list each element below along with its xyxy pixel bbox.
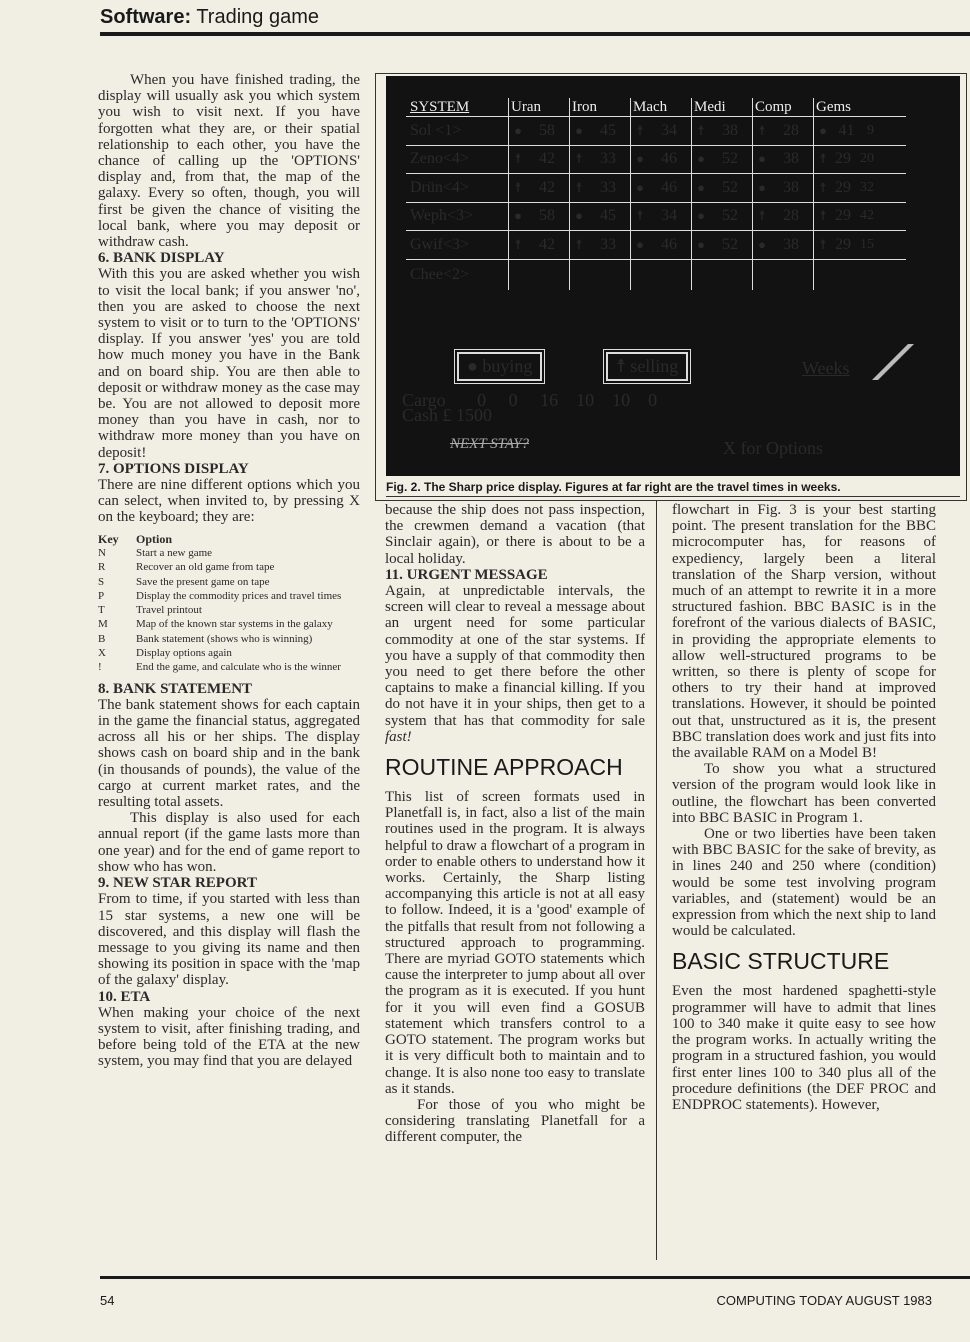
col-medi: Medi xyxy=(691,98,752,116)
system-name: Chee<2> xyxy=(410,265,469,283)
price-marker: ● xyxy=(697,179,705,195)
price-value: 42 xyxy=(539,178,555,196)
key-row xyxy=(98,632,360,646)
key-row xyxy=(98,575,360,589)
key-row xyxy=(98,617,360,631)
price-cell xyxy=(569,260,630,290)
price-marker: ☨ xyxy=(514,179,522,195)
price-marker: ● xyxy=(636,151,644,167)
figure-caption: Fig. 2. The Sharp price display. Figures at far right are the travel times in weeks. xyxy=(386,480,841,494)
section-10-title: 10. ETA xyxy=(98,988,151,1005)
section-11-fast: fast! xyxy=(385,728,412,745)
travel-weeks: 32 xyxy=(860,179,874,195)
price-cell xyxy=(508,117,569,145)
system-name: Gwif<3> xyxy=(410,235,469,253)
price-marker: ● xyxy=(514,208,522,224)
price-marker: ☨ xyxy=(819,236,827,252)
price-value: 33 xyxy=(600,150,616,168)
price-marker: ● xyxy=(697,208,705,224)
grid-row xyxy=(406,146,906,175)
col-gems: Gems xyxy=(813,98,874,116)
price-marker: ☨ xyxy=(758,122,766,138)
price-marker: ☨ xyxy=(575,179,583,195)
price-marker: ● xyxy=(758,179,766,195)
section-7-body: There are nine different options which you can select, when invited to, by pressing X on the keyboard; they are: xyxy=(98,477,360,526)
price-value: 34 xyxy=(661,207,677,225)
column-1 xyxy=(98,72,360,1070)
price-value: 46 xyxy=(661,235,677,253)
system-name: Zeno<4> xyxy=(410,150,469,168)
key-option: End the game, and calculate who is the winner xyxy=(136,661,341,674)
price-cell xyxy=(813,231,874,259)
price-cell xyxy=(691,146,752,174)
price-marker: ☨ xyxy=(636,122,644,138)
price-cell xyxy=(569,146,630,174)
grid-row xyxy=(406,231,906,260)
key-option: Recover an old game from tape xyxy=(136,561,275,574)
travel-weeks: 15 xyxy=(860,236,874,252)
system-name: Drün<4> xyxy=(410,178,469,196)
price-cell xyxy=(630,231,691,259)
key-row xyxy=(98,546,360,560)
options-key-table xyxy=(98,532,360,675)
travel-weeks: 42 xyxy=(860,208,874,224)
price-cell xyxy=(569,231,630,259)
price-cell xyxy=(813,203,874,231)
col3-paragraph-3: One or two liberties have been taken with BBC BASIC for the sake of brevity, as in lines 240 and 250 where (condition) would be some test involving program variables, and (statement) would be an expression from which the next ship to land would be calculated. xyxy=(672,826,936,940)
price-cell xyxy=(691,231,752,259)
key-letter: B xyxy=(98,632,106,645)
grid-row xyxy=(406,203,906,232)
section-9-body: From to time, if you started with less than 15 star systems, a new one will be discovered, and this display will flash the message to you giving its name and then showing its position in space with the 'map of the galaxy' display. xyxy=(98,891,360,989)
key-option: Display the commodity prices and travel times xyxy=(136,589,342,602)
section-11-body xyxy=(385,583,645,745)
key-row xyxy=(98,646,360,660)
price-value: 45 xyxy=(600,207,616,225)
price-value: 41 xyxy=(838,121,855,139)
key-table-header xyxy=(98,532,360,546)
routine-approach-heading: ROUTINE APPROACH xyxy=(385,754,623,781)
price-value: 29 xyxy=(835,207,851,225)
system-name: Sol <1> xyxy=(410,121,462,139)
price-value: 38 xyxy=(783,178,799,196)
price-marker: ☨ xyxy=(636,208,644,224)
column-divider xyxy=(656,500,657,1260)
price-marker: ☨ xyxy=(575,151,583,167)
price-marker: ● xyxy=(697,236,705,252)
price-marker: ● xyxy=(575,208,583,224)
selling-legend: ☨ selling xyxy=(606,352,688,381)
key-letter: P xyxy=(98,589,105,602)
price-cell xyxy=(691,260,752,290)
price-cell xyxy=(752,117,813,145)
price-value: 52 xyxy=(722,178,738,196)
column-2 xyxy=(385,502,645,1146)
buying-legend: ● buying xyxy=(457,352,542,381)
key-letter: X xyxy=(98,647,106,660)
price-cell xyxy=(813,260,874,290)
price-cell xyxy=(691,117,752,145)
key-letter: T xyxy=(98,604,105,617)
grid-row xyxy=(406,260,906,290)
price-marker: ● xyxy=(514,122,522,138)
price-value: 42 xyxy=(539,150,555,168)
price-cell xyxy=(691,203,752,231)
price-value: 46 xyxy=(661,150,677,168)
price-cell xyxy=(508,231,569,259)
col-iron: Iron xyxy=(569,98,630,116)
key-letter: ! xyxy=(98,661,102,674)
key-row xyxy=(98,589,360,603)
price-cell xyxy=(569,174,630,202)
intro-paragraph: When you have finished trading, the display will usually ask you which system you wish to visit next. If you have forgotten what they are, or their spatial relationship to each other, you have the chance of calling up the 'OPTIONS' display and, from that, the map of the galaxy. Every so often, though, you will first be given the chance of visiting the local bank, where you may deposit or withdraw cash. xyxy=(98,72,360,251)
header-title: Trading game xyxy=(196,6,319,28)
price-value: 52 xyxy=(722,150,738,168)
price-cell xyxy=(508,146,569,174)
price-marker: ● xyxy=(697,151,705,167)
key-option: Bank statement (shows who is winning) xyxy=(136,632,313,645)
price-cell xyxy=(508,174,569,202)
options-prompt: X for Options xyxy=(723,438,823,458)
price-cell xyxy=(752,174,813,202)
price-value: 38 xyxy=(783,150,799,168)
price-value: 29 xyxy=(835,178,851,196)
travel-weeks: 20 xyxy=(860,151,874,167)
col2-paragraph-1: because the ship does not pass inspection, the crewmen demand a vacation (that Sinclair again), or there is about to be a local holiday. xyxy=(385,502,645,567)
basic-structure-heading: BASIC STRUCTURE xyxy=(672,948,890,975)
section-10-body: When making your choice of the next system to visit, after finishing trading, and before being told of the ETA at the new system, you may find that you are delayed xyxy=(98,1004,360,1070)
page-number: 54 xyxy=(100,1293,115,1308)
price-cell xyxy=(630,203,691,231)
key-row xyxy=(98,560,360,574)
price-cell xyxy=(569,117,630,145)
system-name: Weph<3> xyxy=(410,207,473,225)
price-cell xyxy=(508,203,569,231)
section-8-body: The bank statement shows for each captain in the game the financial status, aggregated across all his or her ships. The display shows cash on board ship and in the bank (in thousands of pounds), the value of the cargo at current market rates, and the resulting total assets. xyxy=(98,696,360,811)
price-cell xyxy=(752,231,813,259)
price-cell xyxy=(752,260,813,290)
hatch-arrow-icon xyxy=(870,340,915,382)
basic-body: Even the most hardened spaghetti-style programmer will have to admit that lines 100 to 340 make it quite easy to see how the program works. In actually writing the program in a structured fashion, you would first enter lines 100 to 340 plus all of the procedure definitions (the DEF PROC and ENDPROC statements). However, xyxy=(672,983,936,1113)
price-value: 28 xyxy=(783,207,799,225)
routine-body-2: For those of you who might be considering translating Planetfall for a different computer, the xyxy=(385,1096,645,1146)
grid-header-row xyxy=(406,98,906,117)
price-cell xyxy=(813,117,874,145)
cargo-line: Cargo 0 0 16 10 10 0 xyxy=(402,390,658,410)
price-value: 52 xyxy=(722,207,738,225)
travel-weeks: 9 xyxy=(867,122,874,138)
price-value: 33 xyxy=(600,178,616,196)
price-value: 46 xyxy=(661,178,677,196)
section-8-title: 8. BANK STATEMENT xyxy=(98,680,253,697)
col-mach: Mach xyxy=(630,98,691,116)
price-marker: ☨ xyxy=(514,151,522,167)
col3-paragraph-1: flowchart in Fig. 3 is your best starting point. The present translation for the BBC microcomputer has, for reasons of expediency, largely been a literal translation of the Sharp version, without much of an attempt to rewrite it in a more structured fashion. BBC BASIC is in the forefront of the various dialects of BASIC, in providing the appropriate elements to allow well-structured programs to be written, so there is plenty of scope for others to try their hand at improved translations. However, it should be pointed out that, unstructured as it is, the present BBC translation does work and just fits into the available RAM on a Model B! xyxy=(672,502,936,762)
price-marker: ● xyxy=(636,179,644,195)
price-marker: ● xyxy=(758,236,766,252)
section-11-title: 11. URGENT MESSAGE xyxy=(385,566,548,583)
key-letter: R xyxy=(98,561,106,574)
key-option: Save the present game on tape xyxy=(136,575,270,588)
price-cell xyxy=(630,117,691,145)
price-marker: ● xyxy=(575,122,583,138)
price-marker: ☨ xyxy=(514,236,522,252)
price-marker: ☨ xyxy=(697,122,705,138)
section-6-body: With this you are asked whether you wish to visit the local bank; if you answer 'no', then you are asked to choose the next system to visit or to turn to the 'OPTIONS' display. If you answer 'yes' you are told how much money you have in the Bank and on board ship. You are then able to deposit or withdraw money as the case may be. You are not allowed to deposit more money than you have in cash, nor to withdraw more money than you have on deposit! xyxy=(98,266,361,461)
price-marker: ☨ xyxy=(575,236,583,252)
section-11-text: Again, at unpredictable intervals, the screen will clear to reveal a message about an urgent need for some particular commodity at one of the star systems. If you have a supply of that commodity then you need to get there before the other captains to make a financial killing. If you do not have it in your ships, then get to a system that has that commodity for sale xyxy=(385,583,645,729)
key-option: Map of the known star systems in the galaxy xyxy=(136,618,333,631)
key-option: Display options again xyxy=(136,647,232,660)
header-section: Software: xyxy=(100,6,192,28)
price-value: 58 xyxy=(539,207,555,225)
col3-paragraph-2: To show you what a structured version of the program would look like in outline, the flowchart has been converted into BBC BASIC in Program 1. xyxy=(672,761,936,826)
price-cell xyxy=(752,146,813,174)
col-uran: Uran xyxy=(508,98,569,116)
price-cell xyxy=(630,146,691,174)
price-marker: ☨ xyxy=(819,179,827,195)
weeks-label: Weeks xyxy=(802,358,850,378)
footer-rule xyxy=(100,1276,970,1279)
key-letter: N xyxy=(98,546,106,559)
price-value: 52 xyxy=(722,235,738,253)
price-grid xyxy=(406,98,906,290)
price-marker: ● xyxy=(819,122,827,138)
hatched-prompt: NEXT STAY? xyxy=(450,436,530,452)
section-9-title: 9. NEW STAR REPORT xyxy=(98,875,257,892)
price-cell xyxy=(752,203,813,231)
grid-row xyxy=(406,117,906,146)
price-value: 42 xyxy=(539,235,555,253)
price-marker: ☨ xyxy=(819,208,827,224)
page-header xyxy=(100,6,319,29)
header-rule xyxy=(100,32,970,36)
price-value: 45 xyxy=(600,121,616,139)
price-value: 58 xyxy=(539,121,555,139)
price-cell xyxy=(813,174,874,202)
price-marker: ● xyxy=(636,236,644,252)
key-letter: S xyxy=(98,575,105,588)
price-value: 33 xyxy=(600,235,616,253)
key-option: Travel printout xyxy=(136,604,202,617)
price-cell xyxy=(630,174,691,202)
key-header: Key xyxy=(98,531,119,546)
price-value: 38 xyxy=(783,235,799,253)
price-value: 38 xyxy=(722,121,738,139)
price-cell xyxy=(508,260,569,290)
key-letter: M xyxy=(98,618,108,631)
key-row xyxy=(98,660,360,674)
price-value: 29 xyxy=(835,150,851,168)
col-system: SYSTEM xyxy=(410,98,470,115)
price-cell xyxy=(569,203,630,231)
section-6-title: 6. BANK DISPLAY xyxy=(98,250,225,267)
grid-row xyxy=(406,174,906,203)
price-value: 34 xyxy=(661,121,677,139)
price-cell xyxy=(813,146,874,174)
price-marker: ☨ xyxy=(819,151,827,167)
price-marker: ☨ xyxy=(758,208,766,224)
price-value: 29 xyxy=(835,235,851,253)
routine-body: This list of screen formats used in Planetfall is, in fact, also a list of the main routines used in the program. It is always helpful to draw a flowchart of a program in order to enable others to understand how it works. Certainly, the Sharp listing accompanying this article is not at all easy to follow. Indeed, it is a 'good' example of the pitfalls that result from not following a structured approach to programming. There are myriad GOTO statements which cause the interpreter to jump about all over the program as it is executed. If you hunt for it you will even find a GOSUB statement which transfers control to a GOTO statement. The program works but it is very difficult both to maintain and to change. It is also none too easy to translate as it stands. xyxy=(385,789,645,1097)
section-8-body-2: This display is also used for each annual report (if the game lasts more than one year) and for the end of game report to show who has won. xyxy=(98,810,360,875)
option-header: Option xyxy=(136,531,173,546)
key-row xyxy=(98,603,360,617)
price-marker: ● xyxy=(758,151,766,167)
price-cell xyxy=(691,174,752,202)
key-option: Start a new game xyxy=(136,546,213,559)
price-value: 28 xyxy=(783,121,799,139)
section-7-title: 7. OPTIONS DISPLAY xyxy=(98,460,249,477)
cash-line: Cash £ 1500 xyxy=(402,405,492,425)
magazine-name: COMPUTING TODAY AUGUST 1983 xyxy=(716,1293,932,1308)
caption-rule xyxy=(386,496,960,497)
column-3 xyxy=(672,502,936,1113)
price-cell xyxy=(630,260,691,290)
col-comp: Comp xyxy=(752,98,813,116)
